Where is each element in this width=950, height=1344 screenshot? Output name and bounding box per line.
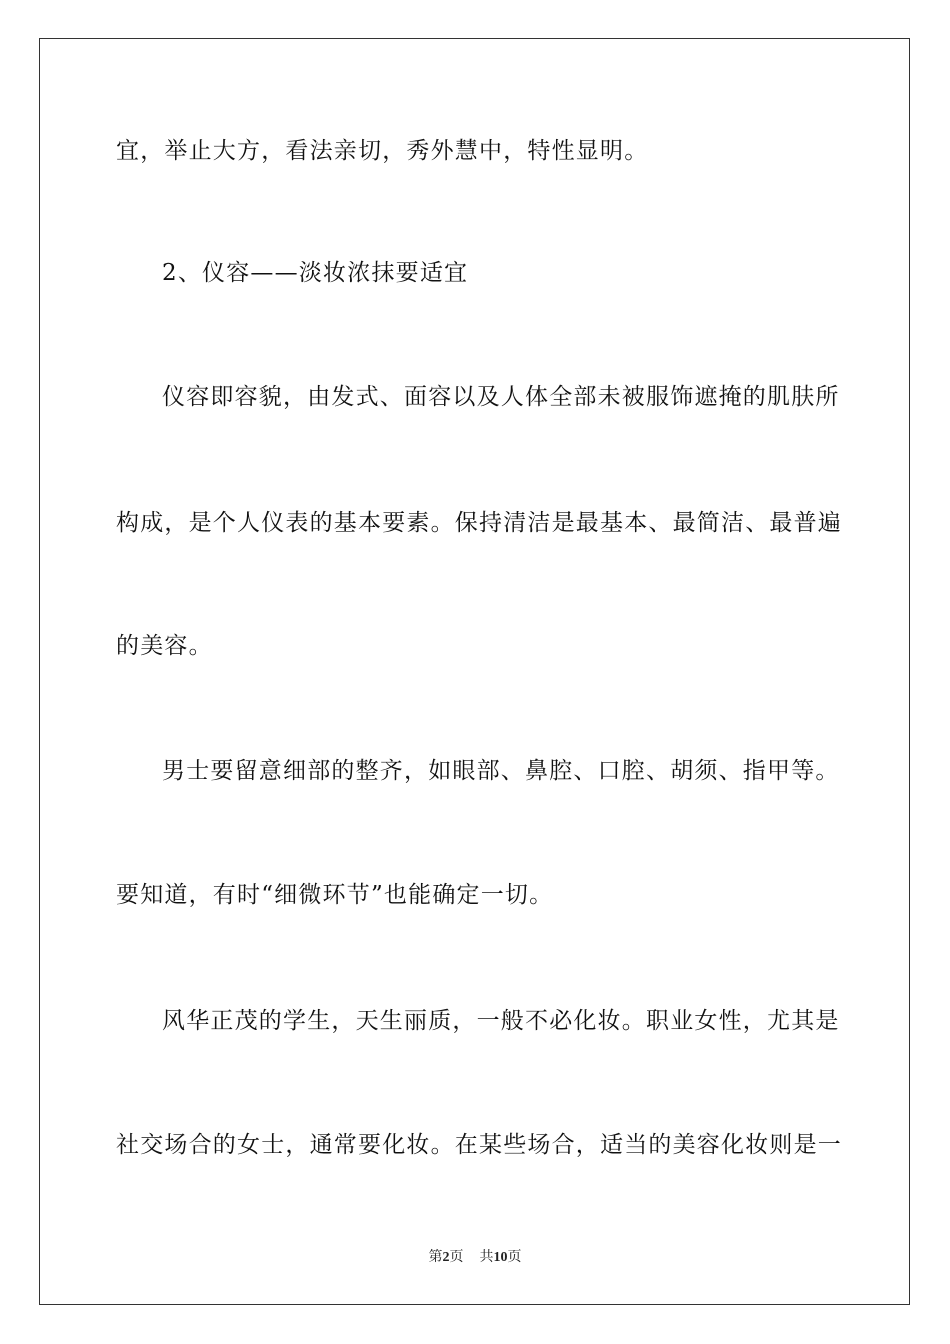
- footer-page-current: 2: [442, 1250, 450, 1265]
- body-line-1: 宜，举止大方，看法亲切，秀外慧中，特性显明。: [116, 138, 649, 164]
- footer-page-suffix: 页: [449, 1250, 464, 1265]
- footer-total-suffix: 页: [507, 1250, 522, 1265]
- section-heading: 2、仪容——淡妆浓抹要适宜: [162, 260, 469, 286]
- body-line-8: 风华正茂的学生，天生丽质，一般不必化妆。职业女性，尤其是: [162, 1008, 840, 1034]
- footer-page-prefix: 第: [428, 1250, 443, 1265]
- body-line-9: 社交场合的女士，通常要化妆。在某些场合，适当的美容化妆则是一: [116, 1132, 842, 1158]
- body-line-4: 构成，是个人仪表的基本要素。保持清洁是最基本、最简洁、最普遍: [116, 510, 842, 536]
- footer-page-total: 10: [493, 1250, 508, 1265]
- page-footer: [0, 1246, 950, 1266]
- footer-total-prefix: 共: [479, 1250, 494, 1265]
- body-line-3: 仪容即容貌，由发式、面容以及人体全部未被服饰遮掩的肌肤所: [162, 384, 840, 410]
- body-line-6: 男士要留意细部的整齐，如眼部、鼻腔、口腔、胡须、指甲等。: [162, 758, 840, 784]
- body-line-7: 要知道，有时“细微环节”也能确定一切。: [116, 882, 554, 908]
- body-line-5: 的美容。: [116, 633, 213, 659]
- page-frame: [39, 38, 910, 1305]
